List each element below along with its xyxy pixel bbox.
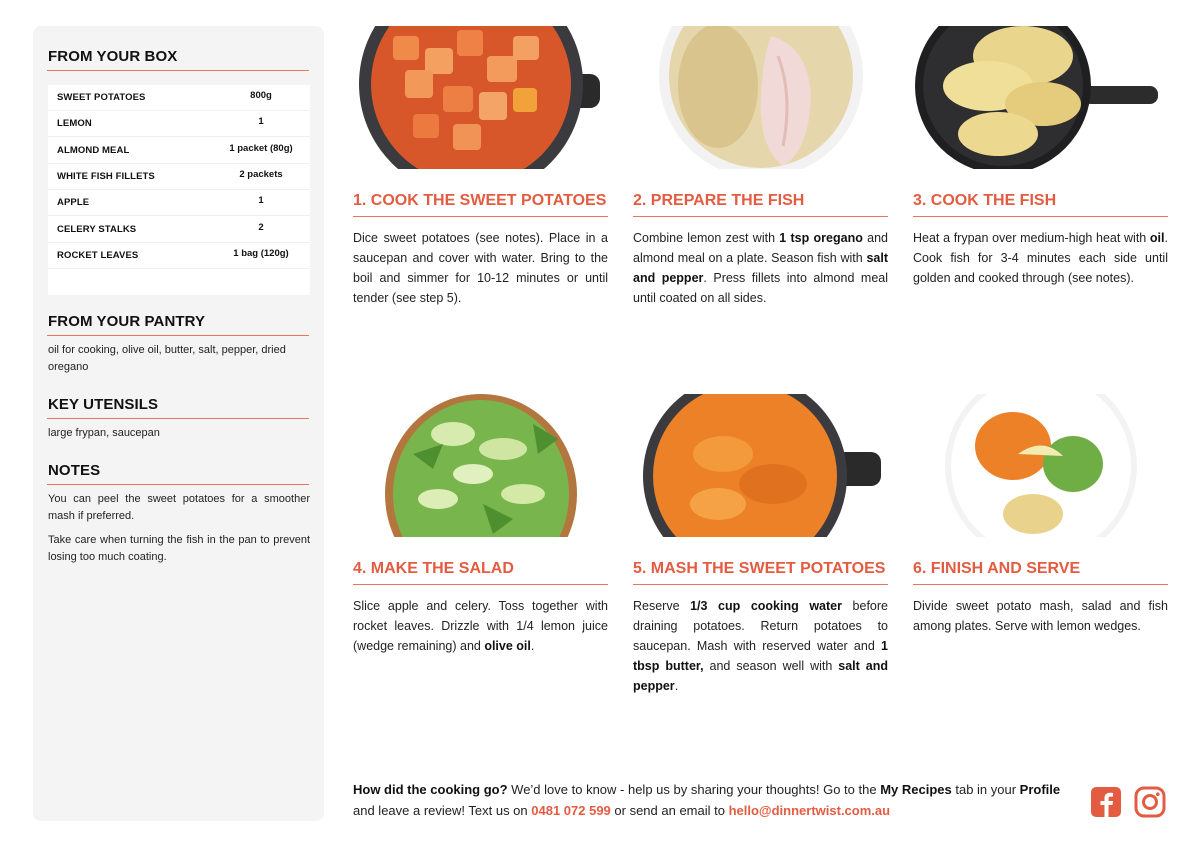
bold-ingredient: salt and pepper (633, 251, 888, 285)
ingredient-name: ALMOND MEAL (57, 144, 130, 156)
ingredient-name: APPLE (57, 197, 90, 209)
step-divider (353, 584, 608, 585)
step-instructions (353, 596, 608, 656)
bold-ingredient: 1 tsp oregano (779, 231, 863, 245)
fish-coating-photo (633, 26, 888, 169)
ingredient-row (48, 138, 310, 164)
step-divider (633, 216, 888, 217)
step-instructions (633, 596, 888, 696)
pantry-section-title: FROM YOUR PANTRY (48, 313, 206, 330)
ingredient-name: WHITE FISH FILLETS (57, 170, 155, 182)
step-title: 3. COOK THE FISH (913, 192, 1057, 209)
ingredients-sidebar (33, 26, 324, 821)
sweet-potatoes-photo (353, 26, 608, 169)
ingredients-table (48, 85, 310, 295)
instruction-text: and season well with (703, 659, 839, 673)
step-instructions (913, 228, 1168, 288)
feedback-footer (353, 779, 1073, 821)
note-2: Take care when turning the fish in the pan to prevent losing too much coating. (48, 534, 310, 563)
instruction-text: . Cook fish for 3-4 minutes each side until golden and cooked through (see notes). (913, 231, 1168, 285)
note-1: You can peel the sweet potatoes for a smoother mash if preferred. (48, 493, 310, 522)
step-title: 4. MAKE THE SALAD (353, 560, 514, 577)
step-divider (913, 584, 1168, 585)
ingredient-quantity: 1 bag (120g) (233, 247, 289, 259)
section-divider (47, 418, 309, 419)
ingredient-name: ROCKET LEAVES (57, 249, 139, 261)
bold-ingredient: olive oil (484, 639, 531, 653)
ingredient-quantity: 800g (250, 90, 272, 101)
bold-ingredient: 1 tbsp butter, (633, 639, 888, 673)
step-instructions (633, 228, 888, 308)
fish-frying-photo (913, 26, 1168, 169)
ingredient-row (48, 85, 310, 111)
instruction-text: Slice apple and celery. Toss together with rocket leaves. Drizzle with 1/4 lemon juice (wedge remaining) and (353, 599, 608, 653)
step-divider (353, 216, 608, 217)
instruction-text: Reserve (633, 599, 691, 613)
footer-text: tab in your (951, 782, 1020, 797)
footer-emphasis: My Recipes (880, 782, 952, 797)
ingredient-row (48, 190, 310, 216)
instruction-text: before draining potatoes. Return potatoes to saucepan. Mash with reserved water and (633, 599, 888, 653)
footer-text: and leave a review! Text us on (353, 803, 532, 818)
section-divider (47, 335, 309, 336)
ingredient-quantity: 2 packets (239, 168, 283, 180)
ingredient-quantity: 1 (258, 116, 264, 128)
bold-ingredient: oil (1149, 231, 1165, 245)
step-instructions (913, 596, 1168, 636)
mash-photo (633, 394, 888, 537)
ingredient-row (48, 111, 310, 137)
ingredient-quantity: 1 packet (80g) (229, 142, 293, 154)
ingredient-quantity: 2 (258, 221, 264, 233)
footer-text: or send an email to (610, 803, 729, 818)
instruction-text: Divide sweet potato mash, salad and fish among plates. Serve with lemon wedges. (913, 599, 1168, 633)
step-divider (913, 216, 1168, 217)
ingredient-row (48, 217, 310, 243)
bold-ingredient: 1/3 cup cooking water (690, 599, 842, 613)
step-title: 2. PREPARE THE FISH (633, 192, 805, 209)
bold-ingredient: salt and pepper (633, 659, 888, 693)
footer-emphasis: Profile (1019, 782, 1061, 797)
step-divider (633, 584, 888, 585)
section-divider (47, 70, 309, 71)
instruction-text: Dice sweet potatoes (see notes). Place in a saucepan and cover with water. Bring to the boil and simmer for 10-12 minutes or until tender (see step 5). (353, 231, 608, 305)
ingredient-quantity: 1 (258, 195, 264, 207)
step-title: 1. COOK THE SWEET POTATOES (353, 192, 607, 209)
email-link[interactable]: hello@dinnertwist.com.au (728, 803, 891, 818)
ingredient-row (48, 164, 310, 190)
footer-text: We’d love to know - help us by sharing your thoughts! Go to the (507, 782, 881, 797)
instagram-icon[interactable] (1134, 786, 1166, 818)
row-divider (48, 268, 310, 269)
pantry-text: oil for cooking, olive oil, butter, salt, pepper, dried oregano (48, 344, 286, 373)
instruction-text: Heat a frypan over medium-high heat with (913, 231, 1150, 245)
ingredient-name: LEMON (57, 118, 92, 130)
utensils-text: large frypan, saucepan (48, 427, 160, 439)
box-section-title: FROM YOUR BOX (48, 48, 178, 65)
instruction-text: . Press fillets into almond meal until coated on all sides. (633, 271, 888, 305)
ingredient-row (48, 243, 310, 269)
ingredient-name: CELERY STALKS (57, 223, 137, 235)
instruction-text: Combine lemon zest with (633, 231, 780, 245)
instruction-text: . (530, 639, 535, 653)
salad-photo (353, 394, 608, 537)
step-instructions (353, 228, 608, 308)
utensils-section-title: KEY UTENSILS (48, 396, 159, 413)
ingredient-name: SWEET POTATOES (57, 92, 146, 103)
notes-section-title: NOTES (48, 462, 101, 479)
instruction-text: and almond meal on a plate. Season fish with (633, 231, 888, 265)
footer-emphasis: How did the cooking go? (353, 782, 508, 797)
step-title: 6. FINISH AND SERVE (913, 560, 1081, 577)
instruction-text: . (674, 679, 679, 693)
plated-dish-photo (913, 394, 1168, 537)
facebook-icon[interactable] (1090, 786, 1122, 818)
step-title: 5. MASH THE SWEET POTATOES (633, 560, 886, 577)
phone-link[interactable]: 0481 072 599 (531, 803, 611, 818)
section-divider (47, 484, 309, 485)
